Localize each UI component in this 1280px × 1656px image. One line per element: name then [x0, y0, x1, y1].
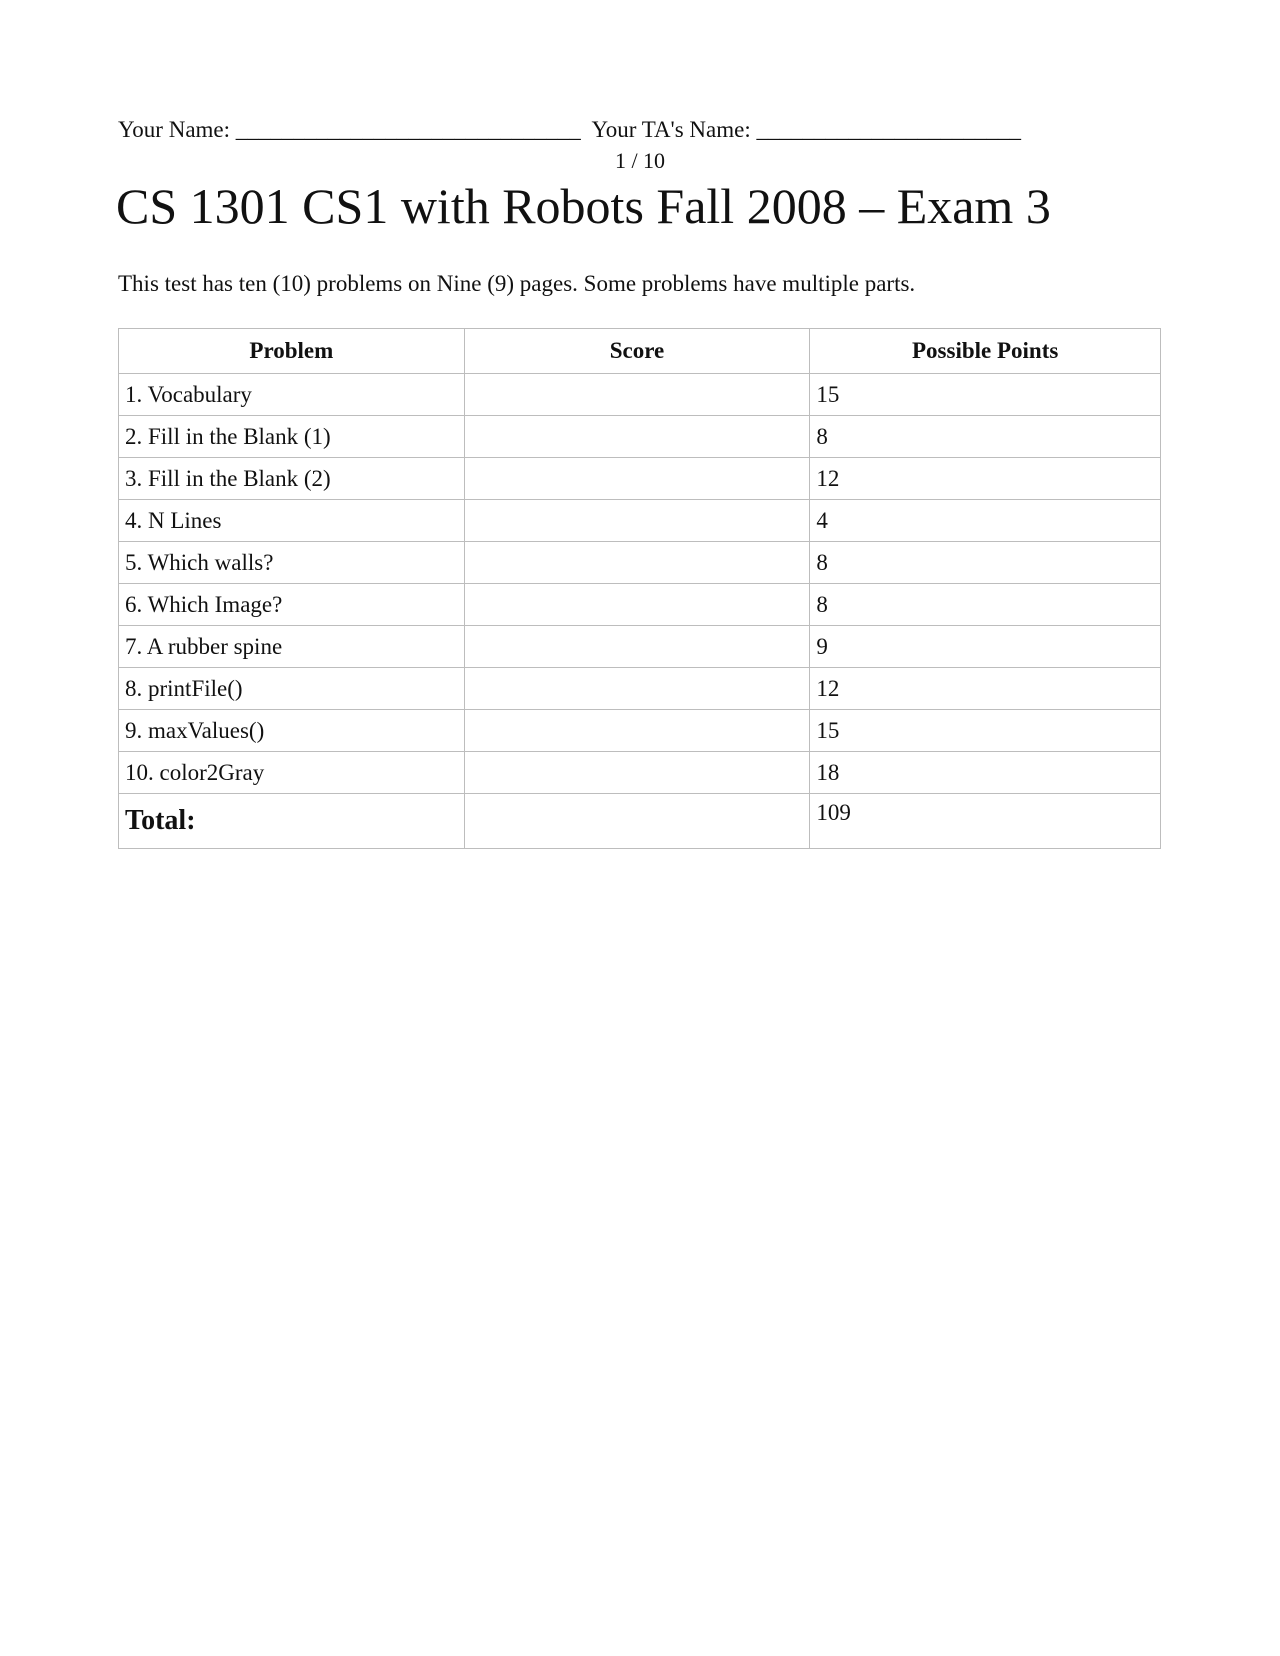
score-cell[interactable] [464, 668, 810, 710]
table-row [119, 752, 1161, 794]
your-name-blank[interactable]: ______________________________ [235, 117, 581, 142]
table-row [119, 584, 1161, 626]
total-score-cell[interactable] [464, 794, 810, 849]
table-header-row [119, 329, 1161, 374]
table-row [119, 374, 1161, 416]
table-row [119, 416, 1161, 458]
your-name-label: Your Name: [118, 117, 231, 142]
table-row [119, 626, 1161, 668]
problem-cell: 3. Fill in the Blank (2) [119, 458, 465, 500]
table-row [119, 710, 1161, 752]
problem-cell: 9. maxValues() [119, 710, 465, 752]
score-cell[interactable] [464, 542, 810, 584]
points-cell: 8 [810, 542, 1161, 584]
total-label: Total: [119, 794, 465, 849]
score-cell[interactable] [464, 500, 810, 542]
ta-name-label: Your TA's Name: [591, 117, 751, 142]
page-number: 1 / 10 [614, 148, 666, 173]
points-cell: 8 [810, 416, 1161, 458]
column-header-problem: Problem [119, 329, 465, 374]
table-row [119, 458, 1161, 500]
column-header-possible-points: Possible Points [810, 329, 1161, 374]
score-cell[interactable] [464, 584, 810, 626]
problem-cell: 6. Which Image? [119, 584, 465, 626]
score-cell[interactable] [464, 752, 810, 794]
score-table [118, 328, 1161, 849]
points-cell: 18 [810, 752, 1161, 794]
problem-cell: 10. color2Gray [119, 752, 465, 794]
problem-cell: 4. N Lines [119, 500, 465, 542]
problem-cell: 8. printFile() [119, 668, 465, 710]
points-cell: 12 [810, 458, 1161, 500]
score-cell[interactable] [464, 458, 810, 500]
points-cell: 15 [810, 374, 1161, 416]
points-cell: 9 [810, 626, 1161, 668]
score-cell[interactable] [464, 710, 810, 752]
score-cell[interactable] [464, 416, 810, 458]
problem-cell: 1. Vocabulary [119, 374, 465, 416]
table-row [119, 500, 1161, 542]
total-row [119, 794, 1161, 849]
column-header-score: Score [464, 329, 810, 374]
points-cell: 12 [810, 668, 1161, 710]
total-points-cell: 109 [810, 794, 1161, 849]
student-info-header [118, 116, 1158, 144]
score-cell[interactable] [464, 626, 810, 668]
table-row [119, 542, 1161, 584]
points-cell: 15 [810, 710, 1161, 752]
problem-cell: 5. Which walls? [119, 542, 465, 584]
exam-instructions: This test has ten (10) problems on Nine (9) pages. Some problems have multiple parts. [118, 271, 916, 296]
score-cell[interactable] [464, 374, 810, 416]
points-cell: 8 [810, 584, 1161, 626]
points-cell: 4 [810, 500, 1161, 542]
table-row [119, 668, 1161, 710]
ta-name-blank[interactable]: _______________________ [756, 117, 1021, 142]
problem-cell: 2. Fill in the Blank (1) [119, 416, 465, 458]
problem-cell: 7. A rubber spine [119, 626, 465, 668]
exam-title: CS 1301 CS1 with Robots Fall 2008 – Exam 3 [116, 178, 1051, 234]
